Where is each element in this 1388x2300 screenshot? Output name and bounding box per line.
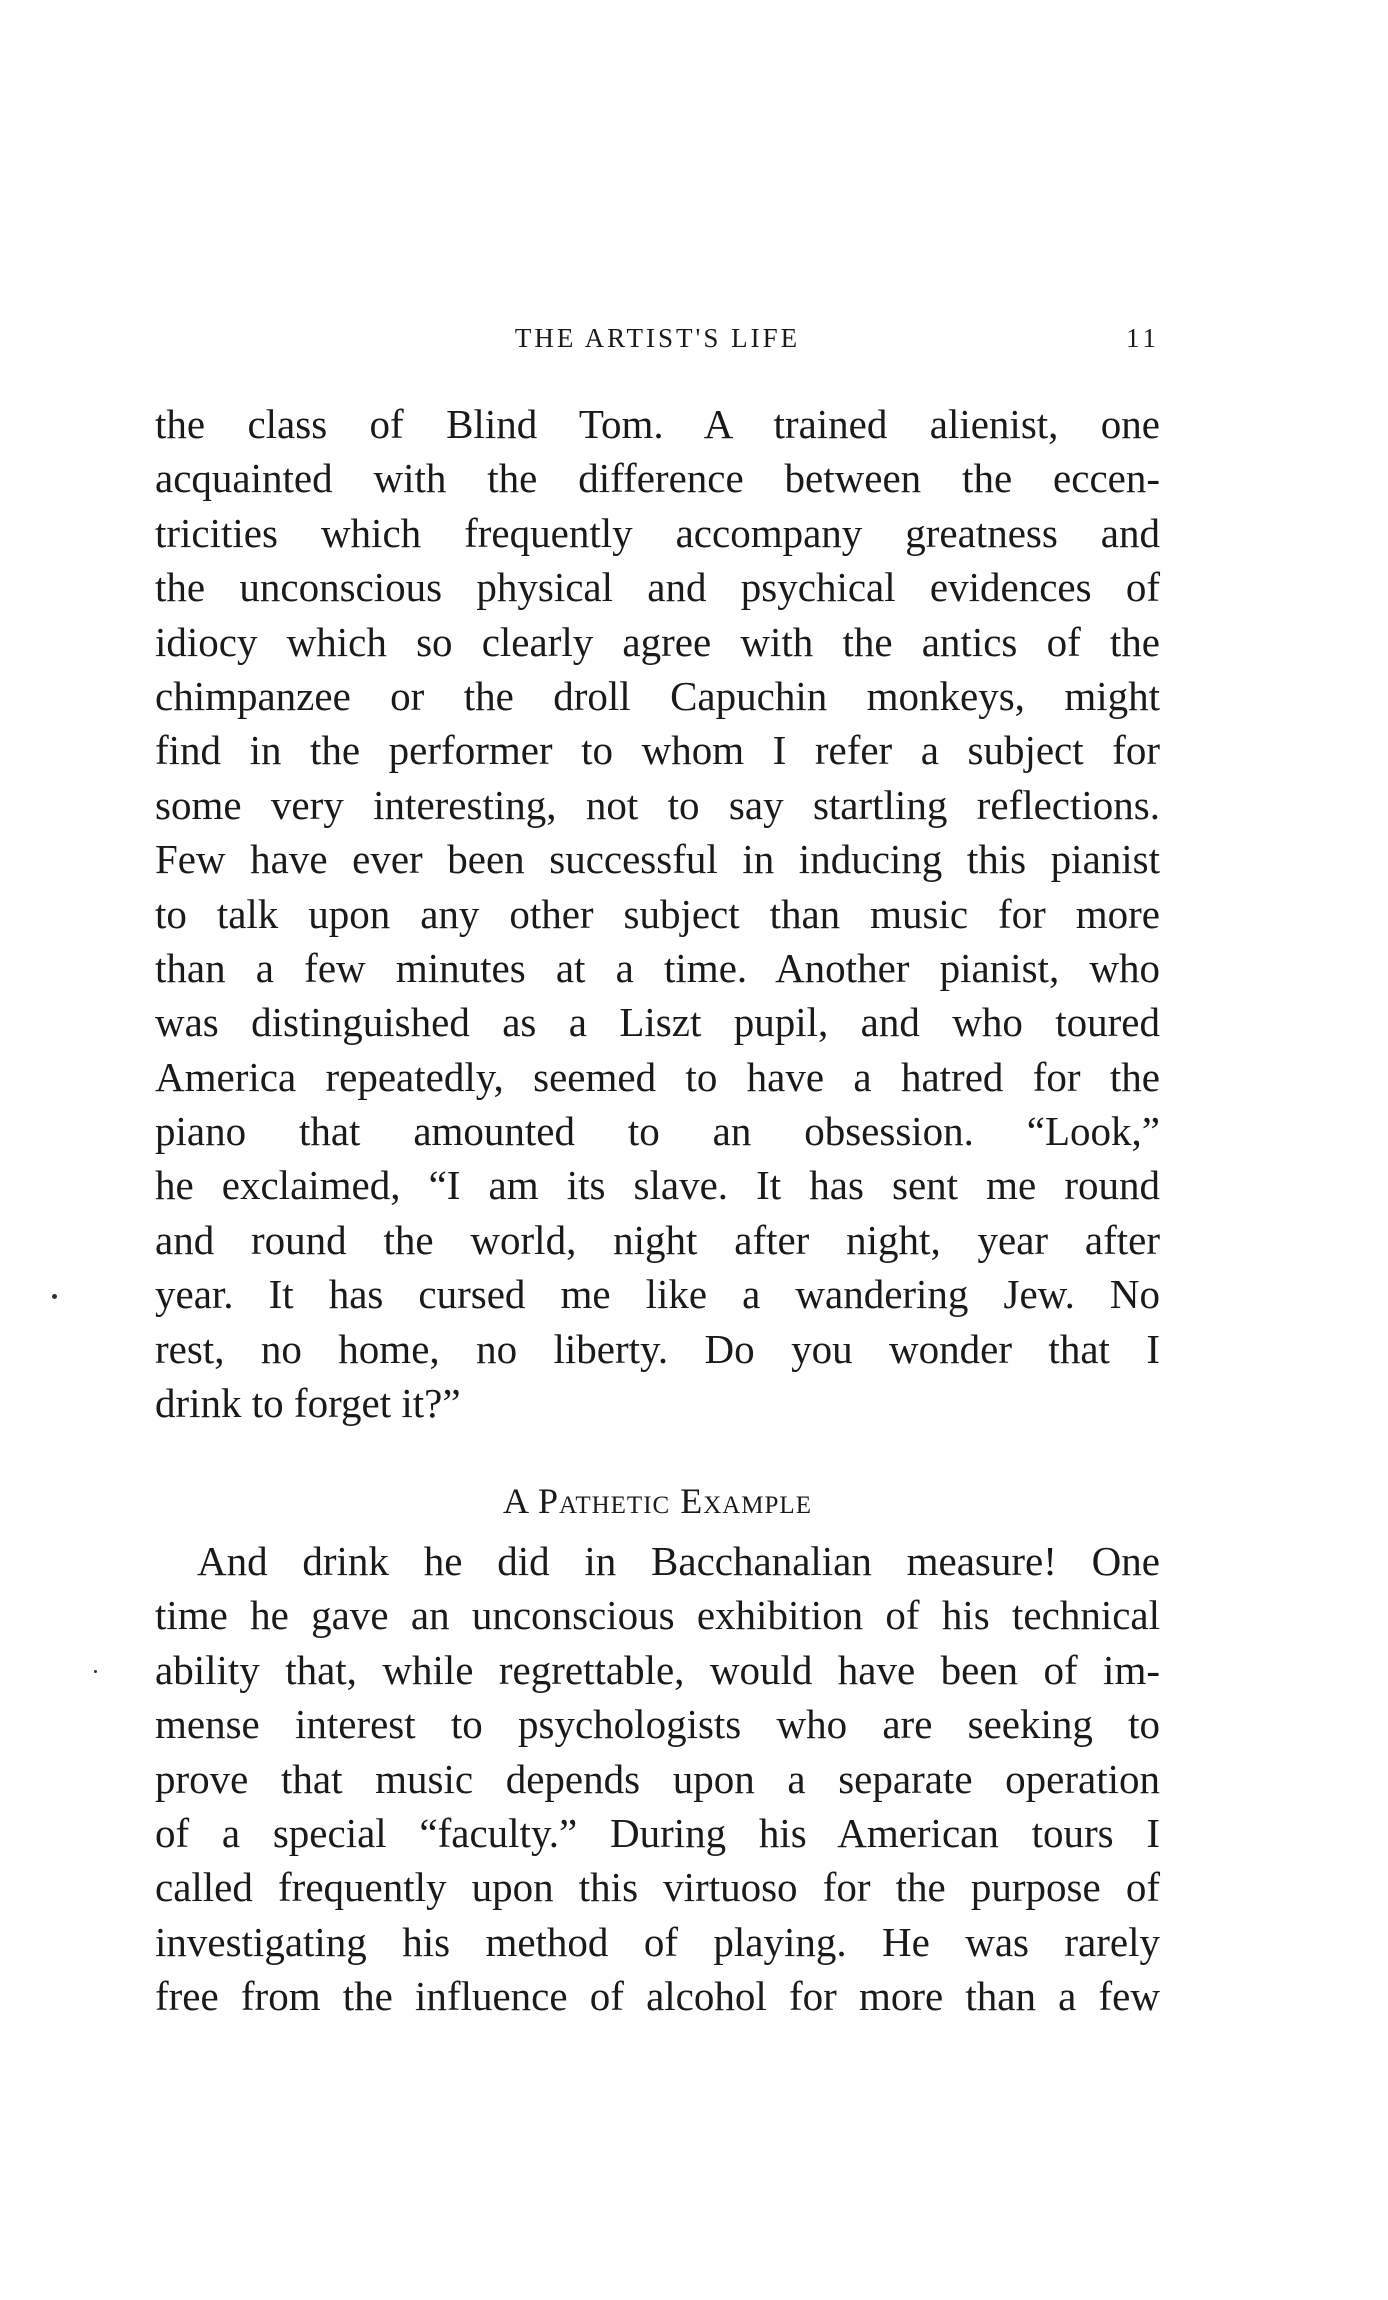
text-line: called frequently upon this virtuoso for the purpose of — [155, 1864, 1160, 1911]
paragraph-2 — [155, 1534, 1160, 2024]
paragraph-1 — [155, 397, 1160, 1430]
text-line: idiocy which so clearly agree with the antics of the — [155, 618, 1160, 665]
text-line: of a special “faculty.” During his American tours I — [155, 1809, 1160, 1856]
text-line: year. It has cursed me like a wandering Jew. No — [155, 1271, 1160, 1318]
text-line: the unconscious physical and psychical evidences of — [155, 564, 1160, 611]
text-line: free from the influence of alcohol for more than a few — [155, 1973, 1160, 2020]
text-line: the class of Blind Tom. A trained alienist, one — [155, 401, 1160, 447]
text-line: ability that, while regrettable, would have been of im- — [155, 1646, 1160, 1693]
text-line: acquainted with the difference between the eccen- — [155, 455, 1160, 502]
text-line: chimpanzee or the droll Capuchin monkeys, might — [155, 672, 1160, 719]
text-line: tricities which frequently accompany greatness and — [155, 509, 1160, 556]
text-line: drink to forget it?” — [155, 1380, 461, 1427]
text-line: time he gave an unconscious exhibition of his technical — [155, 1592, 1160, 1639]
text-line: investigating his method of playing. He was rarely — [155, 1918, 1160, 1965]
text-line: find in the performer to whom I refer a subject for — [155, 727, 1160, 774]
page-number: 11 — [1126, 323, 1160, 353]
text-line: rest, no home, no liberty. Do you wonder that I — [155, 1325, 1160, 1372]
margin-speck — [52, 1294, 57, 1299]
text-line: mense interest to psychologists who are seeking to — [155, 1701, 1160, 1748]
margin-speck — [94, 1670, 97, 1673]
running-title: THE ARTIST'S LIFE — [514, 323, 801, 353]
running-head — [155, 312, 1160, 356]
text-line: piano that amounted to an obsession. “Look,” — [155, 1108, 1160, 1155]
text-line: Few have ever been successful in inducing this pianist — [155, 836, 1160, 883]
text-line: was distinguished as a Liszt pupil, and who toured — [155, 999, 1160, 1046]
text-line: America repeatedly, seemed to have a hatred for the — [155, 1053, 1160, 1100]
text-line: he exclaimed, “I am its slave. It has sent me round — [155, 1162, 1160, 1209]
text-line: to talk upon any other subject than music for more — [155, 890, 1160, 937]
text-line: some very interesting, not to say startling reflections. — [155, 781, 1160, 828]
text-line: than a few minutes at a time. Another pianist, who — [155, 944, 1160, 991]
text-line: and round the world, night after night, year after — [155, 1216, 1160, 1263]
text-line: prove that music depends upon a separate operation — [155, 1755, 1160, 1802]
text-line: And drink he did in Bacchanalian measure! One — [197, 1538, 1160, 1584]
section-heading: A Pathetic Example — [503, 1481, 812, 1521]
